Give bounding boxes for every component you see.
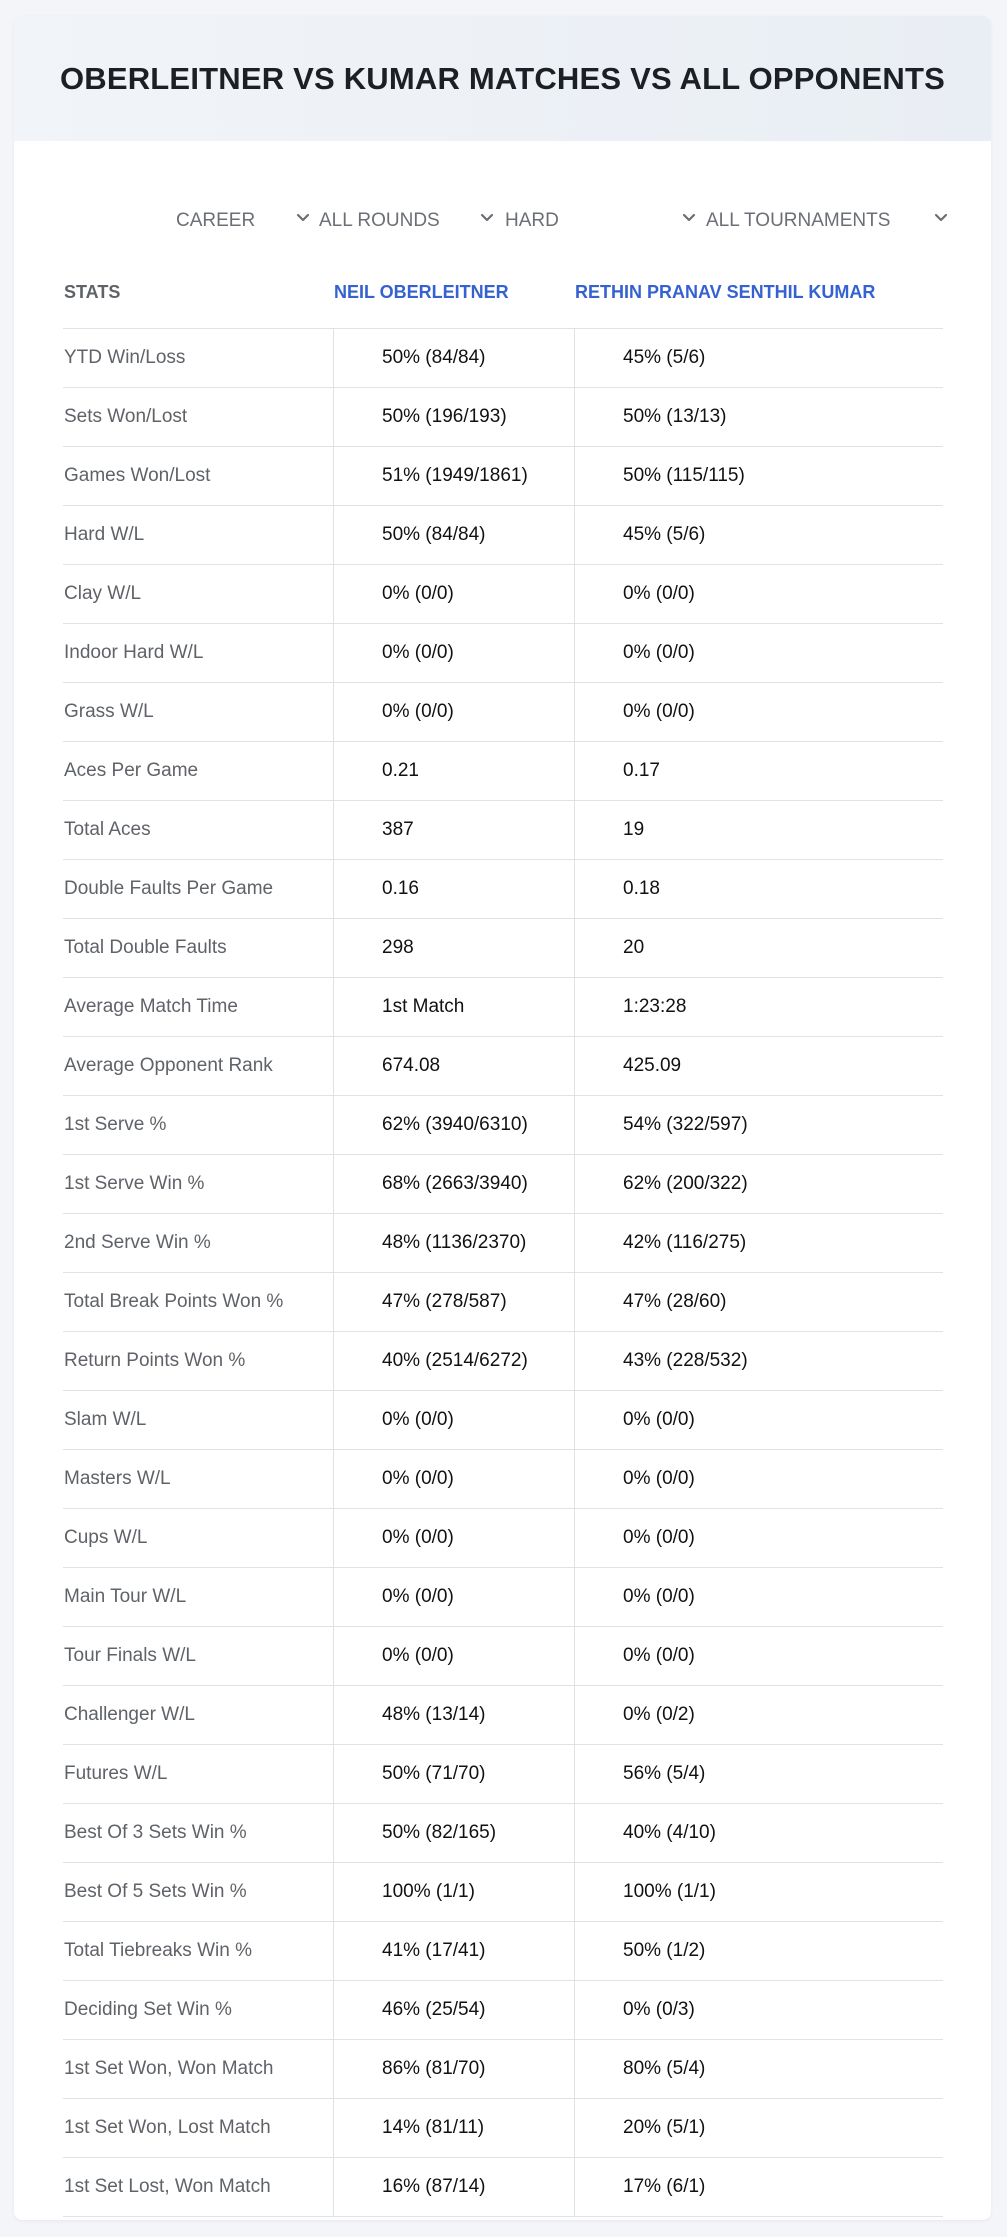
table-row bbox=[63, 1568, 943, 1627]
player2-value: 0% (0/0) bbox=[574, 683, 943, 741]
stat-label: Masters W/L bbox=[64, 1468, 171, 1489]
player2-value: 1:23:28 bbox=[574, 978, 943, 1036]
table-row bbox=[63, 801, 943, 860]
stat-label: 1st Serve Win % bbox=[64, 1173, 205, 1194]
stat-label: Main Tour W/L bbox=[64, 1586, 187, 1607]
player2-value: 0% (0/0) bbox=[574, 624, 943, 682]
stat-label: Slam W/L bbox=[64, 1409, 147, 1430]
stat-label: Best Of 3 Sets Win % bbox=[64, 1822, 247, 1843]
player2-value: 50% (1/2) bbox=[574, 1922, 943, 1980]
stat-label: Games Won/Lost bbox=[64, 465, 211, 486]
table-row bbox=[63, 683, 943, 742]
table-row bbox=[63, 1509, 943, 1568]
stat-label: 2nd Serve Win % bbox=[64, 1232, 211, 1253]
chevron-down-icon bbox=[932, 209, 950, 227]
player2-value: 62% (200/322) bbox=[574, 1155, 943, 1213]
table-row bbox=[63, 1745, 943, 1804]
player1-value: 0% (0/0) bbox=[333, 565, 574, 623]
player1-value: 50% (84/84) bbox=[333, 506, 574, 564]
table-row bbox=[63, 919, 943, 978]
player2-value: 20% (5/1) bbox=[574, 2099, 943, 2157]
player2-value: 425.09 bbox=[574, 1037, 943, 1095]
stat-label: Futures W/L bbox=[64, 1763, 168, 1784]
table-row bbox=[63, 1804, 943, 1863]
player1-value: 48% (13/14) bbox=[333, 1686, 574, 1744]
player1-value: 48% (1136/2370) bbox=[333, 1214, 574, 1272]
stat-label: Total Tiebreaks Win % bbox=[64, 1940, 252, 1961]
table-row bbox=[63, 329, 943, 388]
stat-label: Indoor Hard W/L bbox=[64, 642, 204, 663]
player1-value: 50% (196/193) bbox=[333, 388, 574, 446]
player1-value: 51% (1949/1861) bbox=[333, 447, 574, 505]
chevron-down-icon bbox=[478, 209, 496, 227]
table-row bbox=[63, 2099, 943, 2158]
tournament-filter-select[interactable] bbox=[706, 191, 966, 251]
player2-value: 43% (228/532) bbox=[574, 1332, 943, 1390]
player1-value: 50% (84/84) bbox=[333, 329, 574, 387]
stat-label: Total Double Faults bbox=[64, 937, 227, 958]
table-row bbox=[63, 1863, 943, 1922]
stat-label: 1st Set Won, Lost Match bbox=[64, 2117, 271, 2138]
player1-value: 1st Match bbox=[333, 978, 574, 1036]
player1-value: 86% (81/70) bbox=[333, 2040, 574, 2098]
table-body bbox=[63, 329, 943, 2217]
stat-label: 1st Serve % bbox=[64, 1114, 167, 1135]
table-row bbox=[63, 1922, 943, 1981]
stat-label: Sets Won/Lost bbox=[64, 406, 188, 427]
player1-value: 0% (0/0) bbox=[333, 624, 574, 682]
surface-filter-select[interactable] bbox=[505, 191, 705, 251]
player1-value: 40% (2514/6272) bbox=[333, 1332, 574, 1390]
player2-link[interactable]: RETHIN PRANAV SENTHIL KUMAR bbox=[575, 281, 876, 302]
page-title: OBERLEITNER VS KUMAR MATCHES VS ALL OPPONENTS bbox=[59, 60, 946, 96]
rounds-filter-select[interactable] bbox=[319, 191, 499, 251]
player1-value: 100% (1/1) bbox=[333, 1863, 574, 1921]
stat-label: Aces Per Game bbox=[64, 760, 199, 781]
card-header bbox=[14, 16, 991, 141]
player1-value: 46% (25/54) bbox=[333, 1981, 574, 2039]
player2-value: 54% (322/597) bbox=[574, 1096, 943, 1154]
table-row bbox=[63, 447, 943, 506]
player2-value: 100% (1/1) bbox=[574, 1863, 943, 1921]
player1-value: 298 bbox=[333, 919, 574, 977]
player2-value: 0% (0/0) bbox=[574, 1450, 943, 1508]
player1-value: 47% (278/587) bbox=[333, 1273, 574, 1331]
player2-value: 0.17 bbox=[574, 742, 943, 800]
player1-value: 62% (3940/6310) bbox=[333, 1096, 574, 1154]
stat-label: YTD Win/Loss bbox=[64, 347, 186, 368]
table-row bbox=[63, 1981, 943, 2040]
stats-table bbox=[63, 256, 943, 2217]
player2-value: 47% (28/60) bbox=[574, 1273, 943, 1331]
player1-value: 16% (87/14) bbox=[333, 2158, 574, 2216]
player2-value: 40% (4/10) bbox=[574, 1804, 943, 1862]
player2-value: 45% (5/6) bbox=[574, 329, 943, 387]
table-row bbox=[63, 1391, 943, 1450]
table-row bbox=[63, 1332, 943, 1391]
chevron-down-icon bbox=[294, 209, 312, 227]
table-row bbox=[63, 388, 943, 447]
table-row bbox=[63, 2040, 943, 2099]
player2-value: 0% (0/0) bbox=[574, 1391, 943, 1449]
player2-value: 0% (0/3) bbox=[574, 1981, 943, 2039]
stat-label: Return Points Won % bbox=[64, 1350, 246, 1371]
player2-value: 0% (0/0) bbox=[574, 565, 943, 623]
table-row bbox=[63, 1155, 943, 1214]
player1-value: 0% (0/0) bbox=[333, 1509, 574, 1567]
player2-value: 45% (5/6) bbox=[574, 506, 943, 564]
player1-value: 68% (2663/3940) bbox=[333, 1155, 574, 1213]
chevron-down-icon bbox=[680, 209, 698, 227]
filter-label: CAREER bbox=[176, 210, 256, 231]
table-row bbox=[63, 1273, 943, 1332]
stat-label: Deciding Set Win % bbox=[64, 1999, 232, 2020]
player2-value: 50% (13/13) bbox=[574, 388, 943, 446]
stat-label: Average Match Time bbox=[64, 996, 238, 1017]
stats-column-header: STATS bbox=[64, 281, 121, 302]
stat-label: Hard W/L bbox=[64, 524, 145, 545]
player1-value: 14% (81/11) bbox=[333, 2099, 574, 2157]
player2-value: 0% (0/0) bbox=[574, 1509, 943, 1567]
player1-value: 0% (0/0) bbox=[333, 1627, 574, 1685]
player1-link[interactable]: NEIL OBERLEITNER bbox=[334, 281, 509, 302]
stat-label: Tour Finals W/L bbox=[64, 1645, 196, 1666]
stats-card bbox=[14, 16, 991, 2220]
table-row bbox=[63, 742, 943, 801]
player1-value: 0.21 bbox=[333, 742, 574, 800]
player1-value: 0% (0/0) bbox=[333, 1391, 574, 1449]
table-row bbox=[63, 506, 943, 565]
player2-value: 20 bbox=[574, 919, 943, 977]
table-row bbox=[63, 860, 943, 919]
player2-value: 17% (6/1) bbox=[574, 2158, 943, 2216]
filter-label: ALL ROUNDS bbox=[319, 210, 440, 231]
filter-label: ALL TOURNAMENTS bbox=[706, 210, 891, 231]
table-row bbox=[63, 1037, 943, 1096]
stat-label: Challenger W/L bbox=[64, 1704, 195, 1725]
table-row bbox=[63, 1214, 943, 1273]
player2-value: 0% (0/2) bbox=[574, 1686, 943, 1744]
career-filter-select[interactable] bbox=[176, 191, 316, 251]
player1-value: 0% (0/0) bbox=[333, 1568, 574, 1626]
table-row bbox=[63, 1450, 943, 1509]
player1-value: 50% (71/70) bbox=[333, 1745, 574, 1803]
player1-value: 41% (17/41) bbox=[333, 1922, 574, 1980]
table-header bbox=[63, 256, 943, 329]
stat-label: Best Of 5 Sets Win % bbox=[64, 1881, 247, 1902]
player1-value: 0% (0/0) bbox=[333, 683, 574, 741]
player1-value: 0% (0/0) bbox=[333, 1450, 574, 1508]
stat-label: Clay W/L bbox=[64, 583, 142, 604]
table-row bbox=[63, 1686, 943, 1745]
table-row bbox=[63, 565, 943, 624]
stat-label: Total Break Points Won % bbox=[64, 1291, 284, 1312]
player2-value: 0% (0/0) bbox=[574, 1627, 943, 1685]
stat-label: Average Opponent Rank bbox=[64, 1055, 273, 1076]
player2-value: 80% (5/4) bbox=[574, 2040, 943, 2098]
player2-value: 0.18 bbox=[574, 860, 943, 918]
stat-label: 1st Set Won, Won Match bbox=[64, 2058, 274, 2079]
filter-bar bbox=[14, 191, 991, 251]
player2-value: 56% (5/4) bbox=[574, 1745, 943, 1803]
table-row bbox=[63, 978, 943, 1037]
player1-value: 0.16 bbox=[333, 860, 574, 918]
stat-label: 1st Set Lost, Won Match bbox=[64, 2176, 271, 2197]
table-row bbox=[63, 2158, 943, 2217]
table-row bbox=[63, 1096, 943, 1155]
player1-value: 387 bbox=[333, 801, 574, 859]
stat-label: Grass W/L bbox=[64, 701, 154, 722]
player2-value: 0% (0/0) bbox=[574, 1568, 943, 1626]
table-row bbox=[63, 1627, 943, 1686]
player2-value: 19 bbox=[574, 801, 943, 859]
stat-label: Double Faults Per Game bbox=[64, 878, 274, 899]
filter-label: HARD bbox=[505, 210, 559, 231]
player2-value: 50% (115/115) bbox=[574, 447, 943, 505]
player2-value: 42% (116/275) bbox=[574, 1214, 943, 1272]
stat-label: Total Aces bbox=[64, 819, 151, 840]
player1-value: 674.08 bbox=[333, 1037, 574, 1095]
player1-value: 50% (82/165) bbox=[333, 1804, 574, 1862]
stat-label: Cups W/L bbox=[64, 1527, 148, 1548]
table-row bbox=[63, 624, 943, 683]
